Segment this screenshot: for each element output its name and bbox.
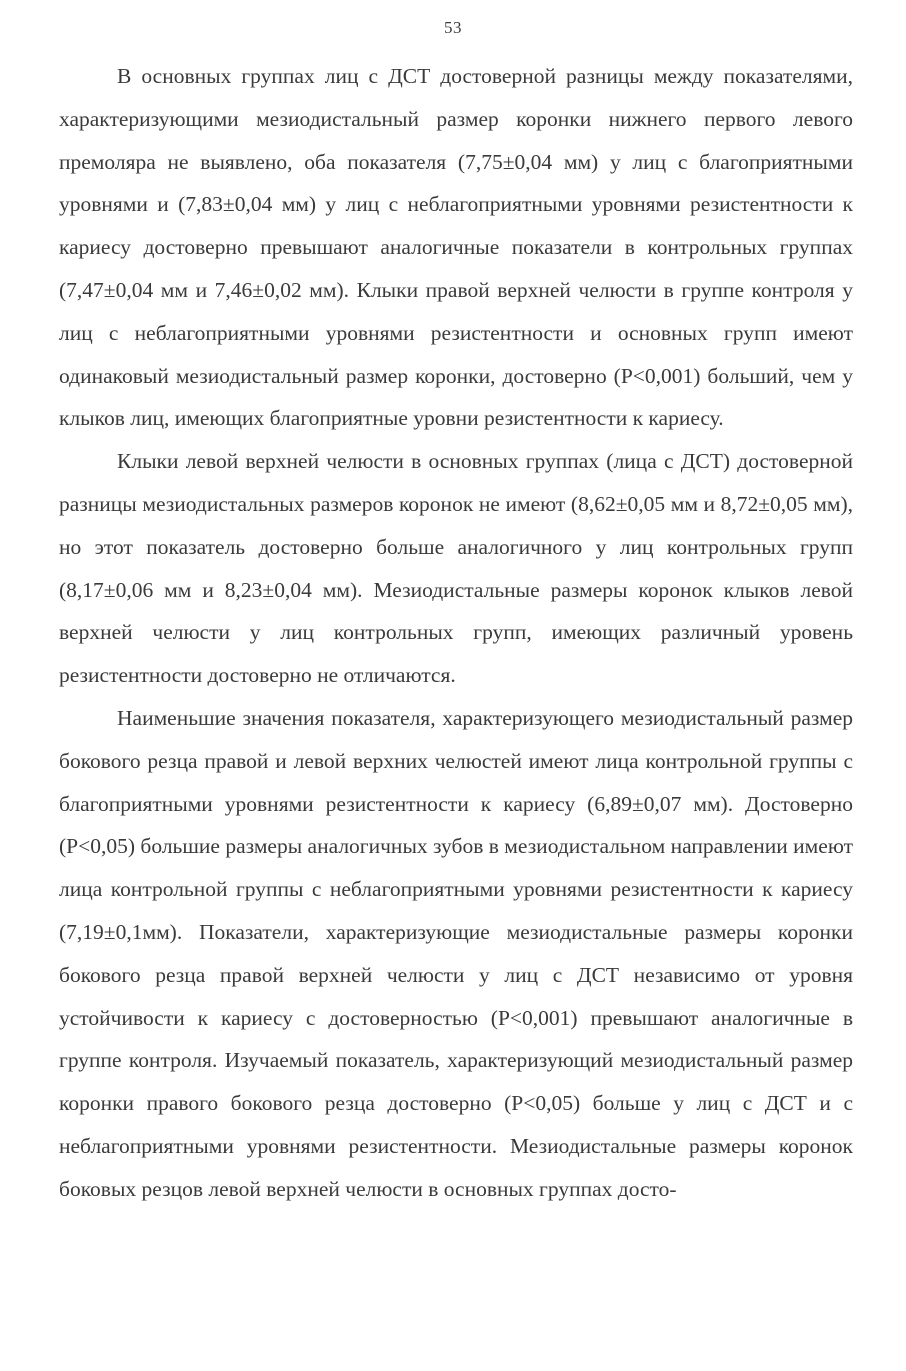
body-text <box>59 55 853 1211</box>
paragraph-1: В основных группах лиц с ДСТ достоверной разницы между показателями, характеризующими мезиодистальный размер коронки нижнего первого левого премоляра не выявлено, оба показателя (7,75±0,04 мм) у лиц с благоприятными уровнями и (7,83±0,04 мм) у лиц с неблагоприятными уровнями резистентности к кариесу достоверно превышают аналогичные показатели в контрольных группах (7,47±0,04 мм и 7,46±0,02 мм). Клыки правой верхней челюсти в группе контроля у лиц с неблагоприятными уровнями резистентности и основных групп имеют одинаковый мезиодистальный размер коронки, достоверно (Р<0,001) больший, чем у клыков лиц, имеющих благоприятные уровни резистентности к кариесу. <box>59 64 853 431</box>
paragraph-2: Клыки левой верхней челюсти в основных группах (лица с ДСТ) достоверной разницы мезиодистальных размеров коронок не имеют (8,62±0,05 мм и 8,72±0,05 мм), но этот показатель достоверно больше аналогичного у лиц контрольных групп (8,17±0,06 мм и 8,23±0,04 мм). Мезиодистальные размеры коронок клыков левой верхней челюсти у лиц контрольных групп, имеющих различный уровень резистентности достоверно не отличаются. <box>59 449 853 688</box>
paragraph-3: Наименьшие значения показателя, характеризующего мезиодистальный размер бокового резца правой и левой верхних челюстей имеют лица контрольной группы с благоприятными уровнями резистентности к кариесу (6,89±0,07 мм). Достоверно (Р<0,05) большие размеры аналогичных зубов в мезиодистальном направлении имеют лица контрольной группы с неблагоприятными уровнями резистентности к кариесу (7,19±0,1мм). Показатели, характеризующие мезиодистальные размеры коронки бокового резца правой верхней челюсти у лиц с ДСТ независимо от уровня устойчивости к кариесу с достоверностью (Р<0,001) превышают аналогичные в группе контроля. Изучаемый показатель, характеризующий мезиодистальный размер коронки правого бокового резца достоверно (Р<0,05) больше у лиц с ДСТ и с неблагоприятными уровнями резистентности. Мезиодистальные размеры коронок боковых резцов левой верхней челюсти в основных группах досто- <box>59 705 853 1201</box>
page-number: 53 <box>444 18 462 37</box>
